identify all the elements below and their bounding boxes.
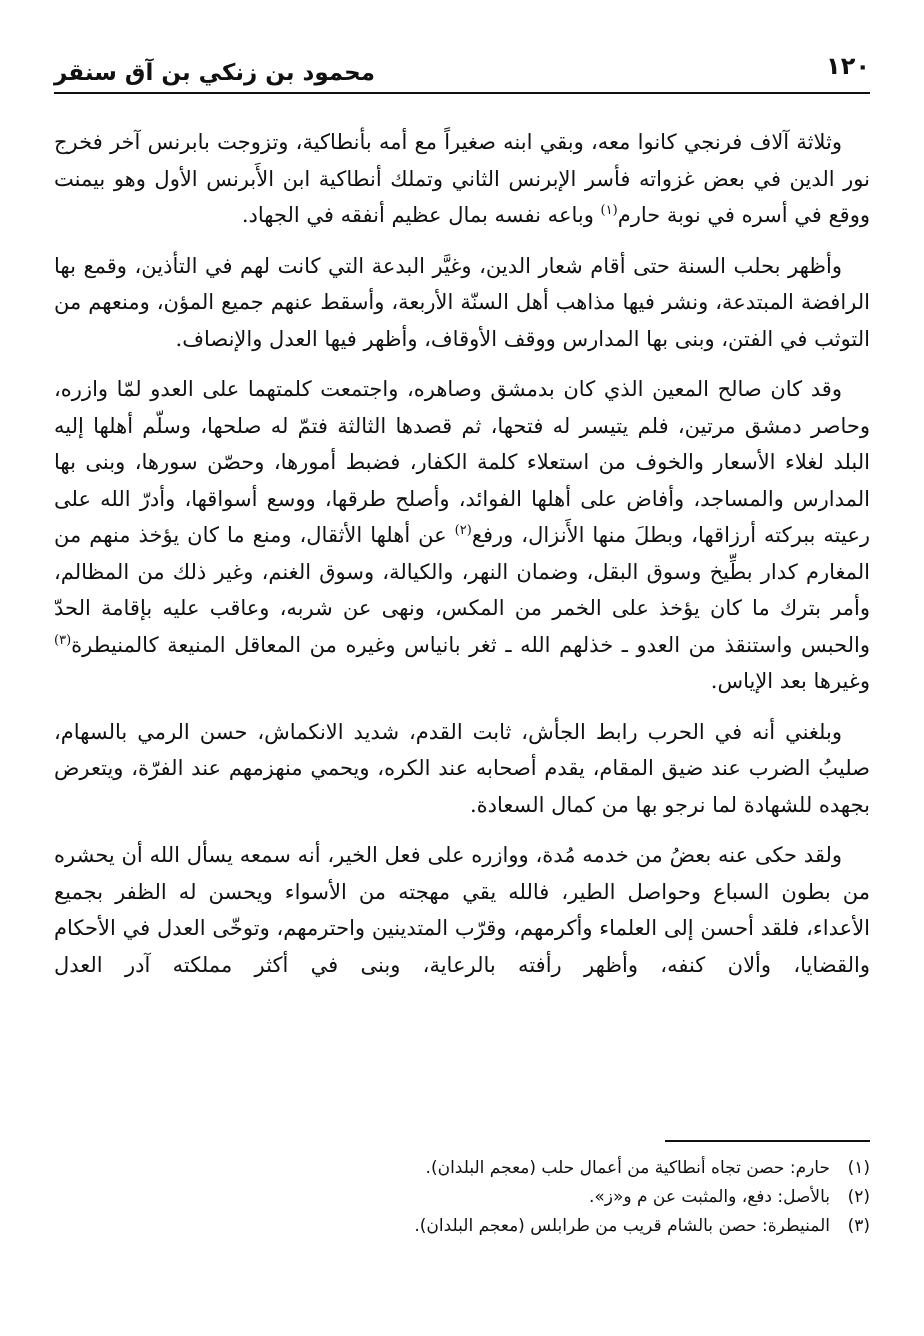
- footnote-number: (١): [847, 1158, 870, 1178]
- footnote-number: (٢): [847, 1187, 870, 1207]
- paragraph-text: وبلغني أنه في الحرب رابط الجأش، ثابت القدم، شديد الانكماش، حسن الرمي بالسهام، صليبُ الضرب عند ضيق المقام، يقدم أصحابه عند الكره، ويحمي منهزمهم عند الفرّة، ويتعرض بجهده للشهادة لما نرجو بها من كمال السعادة.: [54, 719, 870, 817]
- paragraph-1: [54, 124, 870, 234]
- footnote-1: [54, 1154, 870, 1183]
- running-title: محمود بن زنكي بن آق سنقر: [54, 60, 376, 86]
- footnote-2: [54, 1183, 870, 1212]
- footnote-ref-1: (١): [600, 203, 618, 218]
- paragraph-2: [54, 248, 870, 358]
- footnote-text: المنيطرة: حصن بالشام قريب من طرابلس (معجم البلدان).: [414, 1216, 830, 1236]
- footnotes: [54, 1154, 870, 1241]
- footnote-number: (٣): [847, 1216, 870, 1236]
- footnote-3: [54, 1212, 870, 1241]
- footnote-separator: [665, 1140, 870, 1142]
- footnote-text: حارم: حصن تجاه أنطاكية من أعمال حلب (معجم البلدان).: [425, 1158, 830, 1178]
- paragraph-text: وأظهر بحلب السنة حتى أقام شعار الدين، وغيَّر البدعة التي كانت لهم في التأذين، وقمع بها الرافضة المبتدعة، ونشر فيها مذاهب أهل السنّة الأربعة، وأسقط عنهم جميع المؤن، ومنعهم من التوثب في الفتن، وبنى بها المدارس ووقف الأوقاف، وأظهر فيها العدل والإنصاف.: [54, 253, 870, 351]
- paragraph-text: وقد كان صالح المعين الذي كان بدمشق وصاهره، واجتمعت كلمتهما على العدو لمّا وازره، وحاصر دمشق مرتين، فلم يتيسر له فتحها، ثم قصدها الثالثة فتمّ له صلحها، وسلّم أهلها إليه البلد لغلاء الأسعار والخوف من استعلاء كلمة الكفار، فضبط أمورها، وحصّن سورها، وبنى بها المدارس والمساجد، وأفاض على أهلها الفوائد، وأصلح طرقها، ووسع أسواقها، وأدرّ الله على رعيته ببركته أرزاقها، وبطلَ منها الأَنزال، ورفع: [54, 377, 870, 547]
- paragraph-3: [54, 371, 870, 700]
- page-header: [54, 52, 870, 94]
- paragraph-5: [54, 837, 870, 983]
- paragraph-text: عن أهلها الأثقال، ومنع ما كان يؤخذ منهم من المغارم كدار بطِّيخ وسوق البقل، وضمان النهر، والكيالة، وسوق الغنم، وغير ذلك من المظالم، وأمر بترك ما كان يؤخذ على الخمر من المكس، ونهى عن شربه، وعاقب عليه بإقامة الحدّ والحبس واستنقذ من العدو ـ خذلهم الله ـ ثغر بانياس وغيره من المعاقل المنيعة كالمنيطرة: [54, 523, 870, 657]
- paragraph-4: [54, 714, 870, 824]
- footnote-text: بالأصل: دفع، والمثبت عن م و«ز».: [588, 1187, 830, 1207]
- footnote-ref-3: (٣): [54, 632, 72, 648]
- footnote-ref-2: (٢): [454, 523, 472, 538]
- page-number: ١٢٠: [826, 52, 870, 80]
- main-text: [54, 124, 870, 997]
- paragraph-text: وغيرها بعد الإياس.: [710, 669, 870, 693]
- paragraph-text: وثلاثة آلاف فرنجي كانوا معه، وبقي ابنه صغيراً مع أمه بأنطاكية، وتزوجت بابرنس آخر فخرج نور الدين في بعض غزواته فأسر الإبرنس الثاني وتملك أنطاكية ابن الأَبرنس الأول وهو بيمنت ووقع في أسره في نوبة حارم: [54, 130, 870, 227]
- paragraph-text: وباعه نفسه بمال عظيم أنفقه في الجهاد.: [241, 203, 601, 227]
- paragraph-text: ولقد حكى عنه بعضُ من خدمه مُدة، ووازره على فعل الخير، أنه سمعه يسأل الله أن يحشره من بطون السباع وحواصل الطير، فالله يقي مهجته من الأسواء ويحسن له الظفر بجميع الأعداء، فلقد أحسن إلى العلماء وأكرمهم، وقرّب المتدينين واحترمهم، وتوخّى العدل في الأحكام والقضايا، وألان كنفه، وأظهر رأفته بالرعاية، وبنى في أكثر مملكته آدر العدل: [54, 843, 870, 977]
